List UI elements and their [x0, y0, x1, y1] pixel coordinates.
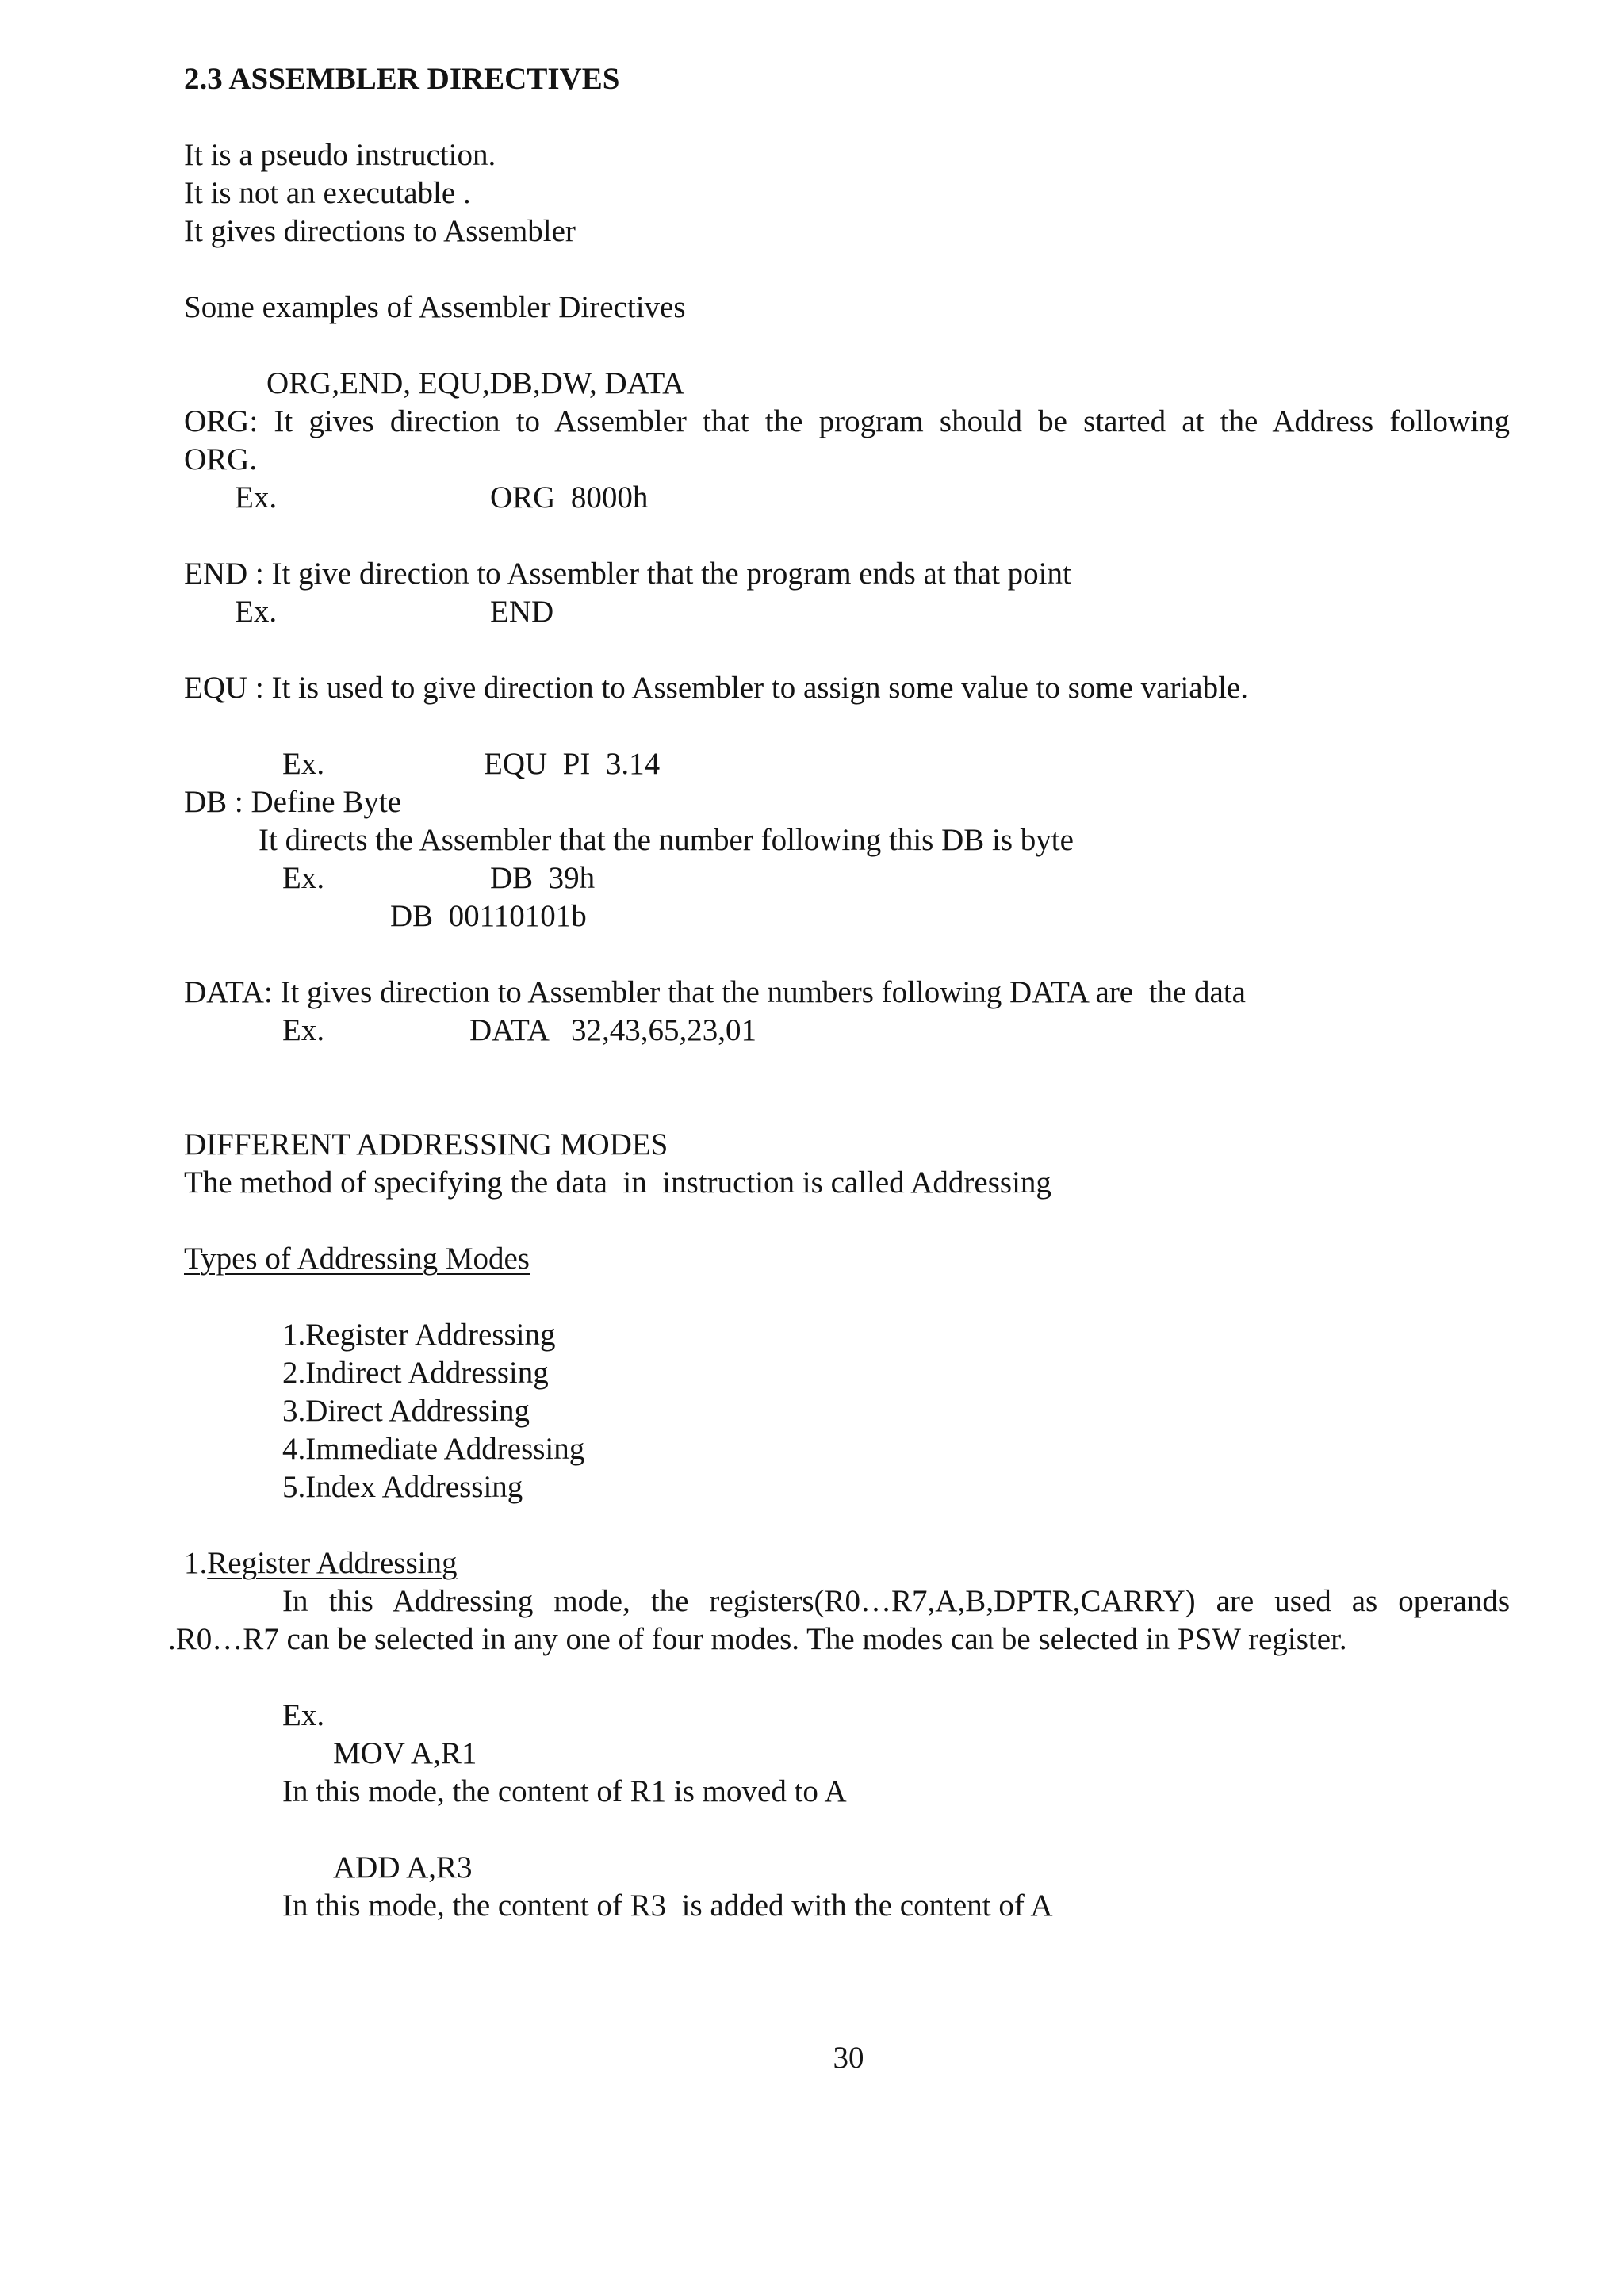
org-description: ORG: It gives direction to Assembler that the program should be started at the Address following	[184, 404, 1510, 438]
equ-example-label: Ex.	[282, 747, 325, 781]
register-example-1-code: MOV A,R1	[333, 1736, 477, 1770]
db-description: It directs the Assembler that the number following this DB is byte	[259, 823, 1074, 857]
type-item-4: 4.Immediate Addressing	[282, 1432, 585, 1466]
end-example-value: END	[490, 595, 554, 629]
data-description: DATA: It gives direction to Assembler that the numbers following DATA are the data	[184, 975, 1246, 1009]
directive-list: ORG,END, EQU,DB,DW, DATA	[266, 366, 685, 400]
intro-line-2: It is not an executable .	[184, 176, 471, 210]
register-example-2-desc: In this mode, the content of R3 is added with the content of A	[282, 1888, 1053, 1923]
section-heading: 2.3 ASSEMBLER DIRECTIVES	[184, 62, 620, 96]
data-example-label: Ex.	[282, 1013, 325, 1047]
db-example-value-1: DB 39h	[490, 861, 596, 895]
examples-intro: Some examples of Assembler Directives	[184, 290, 686, 324]
equ-description: EQU : It is used to give direction to Assembler to assign some value to some variable.	[184, 671, 1248, 705]
type-item-1: 1.Register Addressing	[282, 1318, 556, 1352]
intro-line-3: It gives directions to Assembler	[184, 214, 576, 248]
register-example-1-desc: In this mode, the content of R1 is moved to A	[282, 1774, 847, 1808]
addressing-title: DIFFERENT ADDRESSING MODES	[184, 1127, 668, 1161]
register-addressing-title: Register Addressing	[207, 1546, 458, 1580]
type-item-2: 2.Indirect Addressing	[282, 1356, 549, 1390]
addressing-definition: The method of specifying the data in instruction is called Addressing	[184, 1165, 1051, 1200]
equ-example-value: EQU PI 3.14	[484, 747, 661, 781]
db-title: DB : Define Byte	[184, 785, 402, 819]
end-example-label: Ex.	[235, 595, 278, 629]
types-heading: Types of Addressing Modes	[184, 1242, 530, 1276]
type-item-3: 3.Direct Addressing	[282, 1394, 530, 1428]
register-addressing-number: 1.	[184, 1546, 208, 1580]
type-item-5: 5.Index Addressing	[282, 1470, 523, 1504]
register-example-label: Ex.	[282, 1698, 325, 1732]
org-description-cont: ORG.	[184, 442, 258, 476]
org-example-label: Ex.	[235, 480, 278, 515]
register-addressing-desc-1: In this Addressing mode, the registers(R0…R7,A,B,DPTR,CARRY) are used as operands	[282, 1584, 1510, 1618]
intro-line-1: It is a pseudo instruction.	[184, 138, 496, 172]
register-example-2-code: ADD A,R3	[333, 1850, 473, 1885]
data-example-value: DATA 32,43,65,23,01	[469, 1013, 756, 1047]
page-number: 30	[833, 2041, 864, 2075]
db-example-label: Ex.	[282, 861, 325, 895]
org-example-value: ORG 8000h	[490, 480, 649, 515]
end-description: END : It give direction to Assembler that the program ends at that point	[184, 557, 1071, 591]
db-example-value-2: DB 00110101b	[390, 899, 587, 933]
register-addressing-heading	[184, 1544, 457, 1582]
register-addressing-desc-2: .R0…R7 can be selected in any one of four modes. The modes can be selected in PSW register.	[168, 1622, 1347, 1656]
